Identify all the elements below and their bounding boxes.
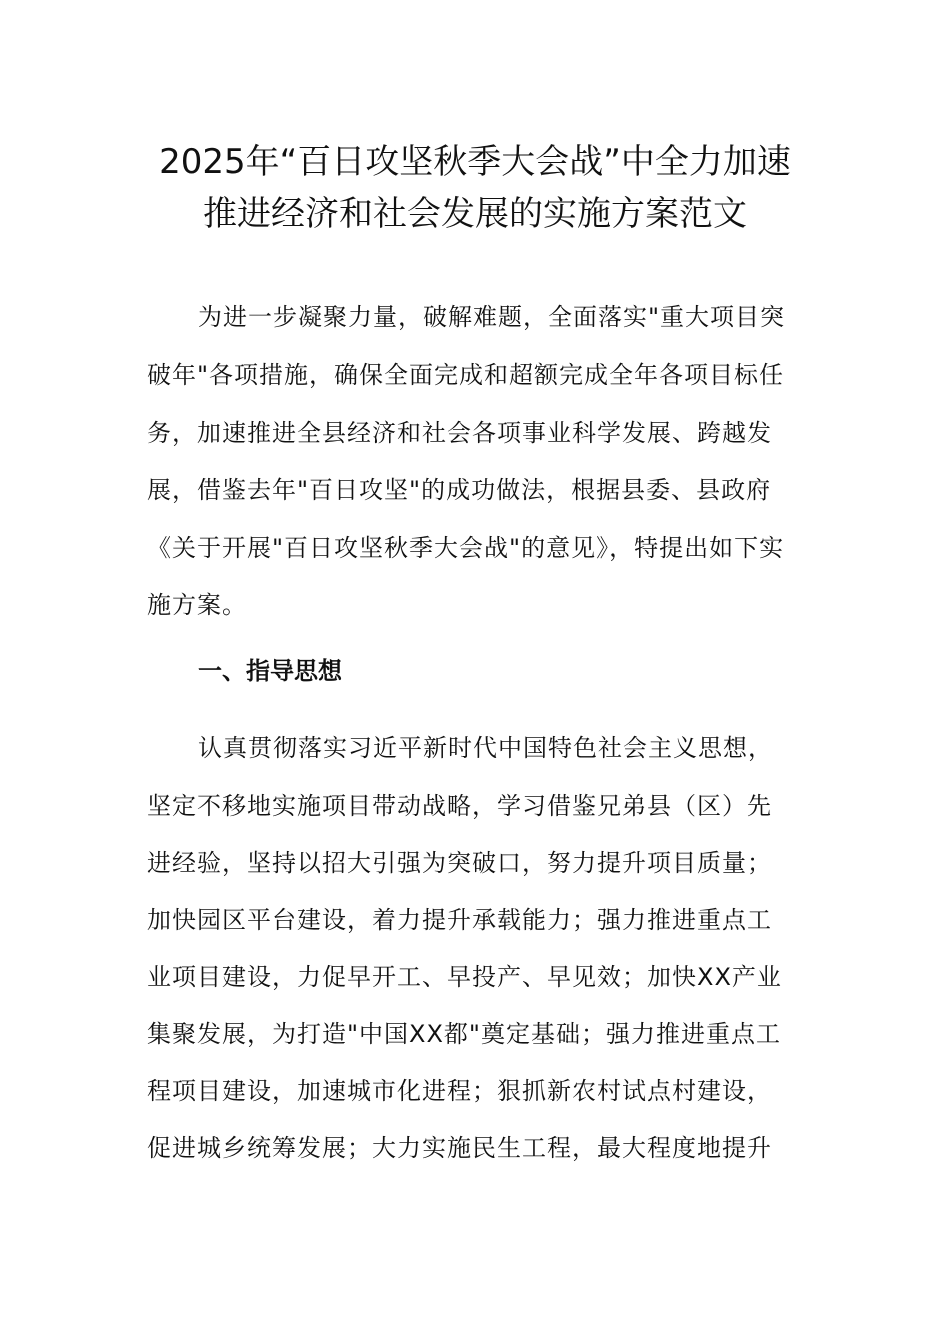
- section-paragraph-line: 认真贯彻落实习近平新时代中国特色社会主义思想，: [198, 734, 773, 762]
- section-heading-guiding-ideology: 一、指导思想: [198, 657, 342, 685]
- intro-paragraph-line: 务，加速推进全县经济和社会各项事业科学发展、跨越发: [147, 419, 772, 447]
- document-title-line-1: 2025年“百日攻坚秋季大会战”中全力加速: [159, 142, 791, 182]
- section-paragraph-line: 业项目建设，力促早开工、早投产、早见效；加快XX产业: [147, 963, 782, 991]
- intro-paragraph-line: 施方案。: [147, 591, 247, 619]
- section-paragraph-line: 程项目建设，加速城市化进程；狠抓新农村试点村建设，: [147, 1077, 772, 1105]
- section-paragraph-line: 促进城乡统筹发展；大力实施民生工程，最大程度地提升: [147, 1134, 772, 1162]
- intro-paragraph-line: 为进一步凝聚力量，破解难题，全面落实"重大项目突: [198, 303, 786, 331]
- document-title-line-2: 推进经济和社会发展的实施方案范文: [203, 194, 747, 234]
- intro-paragraph-line: 展，借鉴去年"百日攻坚"的成功做法，根据县委、县政府: [147, 476, 772, 504]
- intro-paragraph-line: 破年"各项措施，确保全面完成和超额完成全年各项目标任: [147, 361, 785, 389]
- section-paragraph-line: 进经验，坚持以招大引强为突破口，努力提升项目质量；: [147, 849, 772, 877]
- section-paragraph-line: 加快园区平台建设，着力提升承载能力；强力推进重点工: [147, 906, 772, 934]
- section-paragraph-line: 集聚发展，为打造"中国XX都"奠定基础；强力推进重点工: [147, 1020, 781, 1048]
- section-paragraph-line: 坚定不移地实施项目带动战略，学习借鉴兄弟县（区）先: [147, 792, 772, 820]
- intro-paragraph-line: 《关于开展"百日攻坚秋季大会战"的意见》，特提出如下实: [147, 534, 785, 562]
